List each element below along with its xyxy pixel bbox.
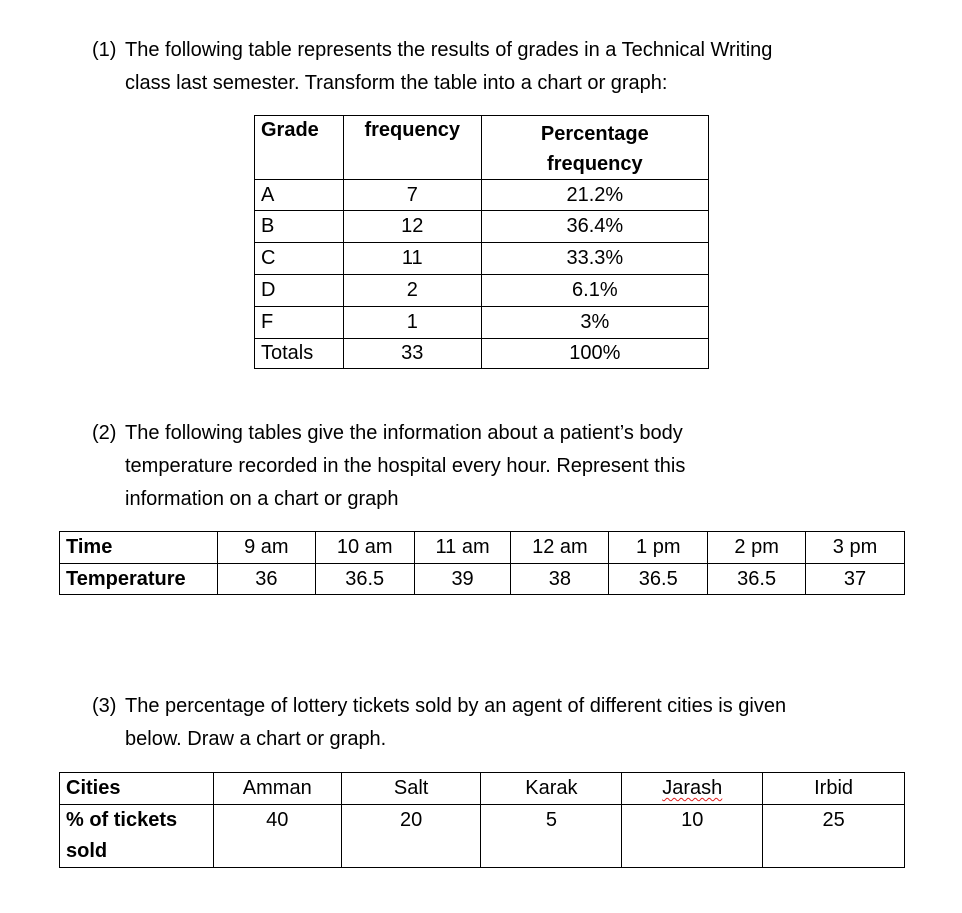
time-cell: 9 am: [217, 532, 315, 564]
percent-label-line-2: sold: [66, 840, 108, 862]
cities-label: Cities: [60, 773, 214, 805]
question-2-line-3: information on a chart or graph: [125, 488, 399, 510]
table-row: [255, 275, 709, 307]
city-name-spellcheck: Jarash: [662, 777, 723, 799]
question-2-line-2: temperature recorded in the hospital every hour. Represent this: [125, 455, 686, 477]
frequency-cell: 2: [343, 275, 481, 307]
grade-cell: Totals: [255, 339, 344, 369]
percent-cell: 10: [622, 805, 763, 868]
percent-label: [60, 805, 214, 868]
question-2: [92, 417, 685, 516]
question-1-number: (1): [92, 39, 117, 61]
percent-label-line-1: % of tickets: [66, 809, 178, 831]
question-1-line-1: The following table represents the results of grades in a Technical Writing: [125, 39, 773, 61]
question-2-line-1: The following tables give the information about a patient’s body: [125, 422, 683, 444]
lottery-table: [59, 772, 905, 868]
question-1-line-2: class last semester. Transform the table into a chart or graph:: [125, 72, 668, 94]
temperature-cell: 38: [511, 564, 609, 595]
question-2-number: (2): [92, 422, 117, 444]
city-cell: Amman: [213, 773, 341, 805]
grades-header-percentage-frequency: [481, 116, 708, 180]
time-cell: 3 pm: [806, 532, 905, 564]
frequency-cell: 12: [343, 211, 481, 243]
time-cell: 10 am: [315, 532, 414, 564]
temperature-label: Temperature: [60, 564, 218, 595]
temperature-cell: 36.5: [609, 564, 708, 595]
grade-cell: B: [255, 211, 344, 243]
temperature-row: [60, 564, 905, 595]
percentage-cell: 3%: [481, 307, 708, 339]
question-1: [92, 34, 772, 100]
percentage-cell: 36.4%: [481, 211, 708, 243]
temperature-cell: 36.5: [315, 564, 414, 595]
table-row: [255, 339, 709, 369]
question-3-line-2: below. Draw a chart or graph.: [125, 728, 387, 750]
frequency-cell: 1: [343, 307, 481, 339]
grades-table: [254, 115, 709, 369]
city-cell: Karak: [481, 773, 622, 805]
time-row: [60, 532, 905, 564]
percent-row: [60, 805, 905, 868]
table-row: [255, 243, 709, 275]
frequency-cell: 33: [343, 339, 481, 369]
temperature-cell: 36: [217, 564, 315, 595]
grade-cell: C: [255, 243, 344, 275]
temperature-cell: 37: [806, 564, 905, 595]
cities-row: [60, 773, 905, 805]
grade-cell: A: [255, 180, 344, 211]
percent-cell: 25: [763, 805, 905, 868]
grades-header-percentage-line-2: frequency: [547, 153, 643, 175]
grade-cell: F: [255, 307, 344, 339]
frequency-cell: 7: [343, 180, 481, 211]
frequency-cell: 11: [343, 243, 481, 275]
time-cell: 1 pm: [609, 532, 708, 564]
time-cell: 11 am: [414, 532, 511, 564]
city-cell: [622, 773, 763, 805]
question-3-number: (3): [92, 695, 117, 717]
percentage-cell: 21.2%: [481, 180, 708, 211]
percentage-cell: 33.3%: [481, 243, 708, 275]
percentage-cell: 100%: [481, 339, 708, 369]
percentage-cell: 6.1%: [481, 275, 708, 307]
percent-cell: 40: [213, 805, 341, 868]
question-3-line-1: The percentage of lottery tickets sold by an agent of different cities is given: [125, 695, 787, 717]
time-cell: 2 pm: [708, 532, 806, 564]
temperature-cell: 39: [414, 564, 511, 595]
question-3: [92, 690, 786, 756]
grades-header-percentage-line-1: Percentage: [540, 123, 649, 145]
table-row: [255, 180, 709, 211]
table-row: [255, 211, 709, 243]
grades-header-grade: Grade: [255, 116, 344, 180]
grade-cell: D: [255, 275, 344, 307]
grades-header-frequency: frequency: [343, 116, 481, 180]
temperature-cell: 36.5: [708, 564, 806, 595]
table-row: [255, 307, 709, 339]
temperature-table: [59, 531, 905, 595]
percent-cell: 20: [341, 805, 481, 868]
percent-cell: 5: [481, 805, 622, 868]
city-cell: Irbid: [763, 773, 905, 805]
city-cell: Salt: [341, 773, 481, 805]
time-cell: 12 am: [511, 532, 609, 564]
time-label: Time: [60, 532, 218, 564]
grades-header-row: [255, 116, 709, 180]
